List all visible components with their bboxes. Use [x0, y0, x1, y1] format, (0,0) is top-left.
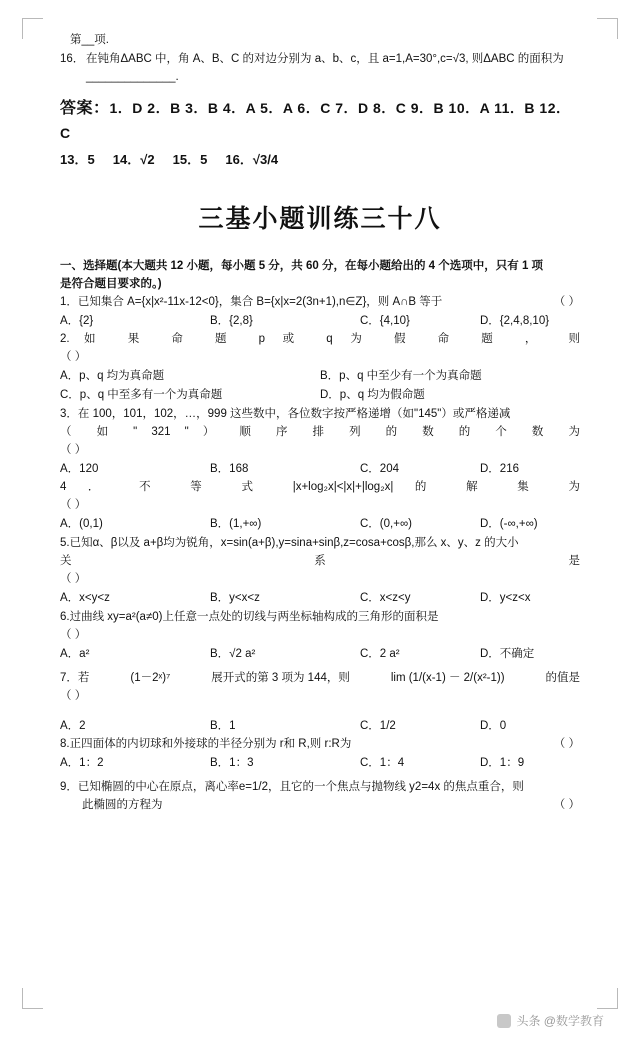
question-1-answer-paren: （ ） [553, 296, 580, 308]
section-heading-1: 一、选择题(本大题共 12 小题，每小题 5 分，共 60 分，在每小题给出的 4 个选项中，只有 1 项 [60, 260, 544, 272]
question-8-stem [60, 735, 580, 753]
option-d[interactable]: D．1：9 [480, 757, 525, 769]
option-d[interactable]: D．0 [480, 720, 507, 732]
question-16 [60, 50, 580, 86]
fragment-top-text: 第__项. [70, 34, 109, 46]
option-a[interactable]: A．(0,1) [60, 518, 103, 530]
option-b[interactable]: B．√2 a² [210, 648, 256, 660]
section-heading-1b: 是符合题目要求的。) [60, 278, 162, 290]
question-5-stem-2: 关 系 是 [60, 555, 580, 567]
option-d[interactable]: D．216 [480, 463, 519, 475]
question-7-text-a: 7．若 [60, 672, 90, 684]
question-9-text-2: 此椭圆的方程为 [82, 799, 163, 811]
watermark [497, 1012, 604, 1029]
question-9-answer-paren: （ ） [553, 799, 580, 811]
option-b[interactable]: B．p、q 中至少有一个为真命题 [320, 370, 482, 382]
question-3-stem: 3．在 100，101，102，…，999 这些数中，各位数字按严格递增（如"145"）或严格递减 [60, 408, 511, 420]
question-3-answer-paren: （ ） [60, 444, 87, 456]
question-5-answer-paren: （ ） [60, 573, 87, 585]
option-b[interactable]: B．(1,+∞) [210, 518, 262, 530]
question-2-options-row1 [60, 367, 580, 385]
answers-list-1: 1．D 2．B 3．B 4．A 5．A 6．C 7．D 8．C 9．B 10．A 11．B 12．C [60, 100, 571, 141]
option-d[interactable]: D．y<z<x [480, 592, 531, 604]
question-16-number: 16． [60, 53, 85, 65]
option-b[interactable]: B．168 [210, 463, 249, 475]
question-4-stem: 4 ． 不 等 式 |x+log₂x|<|x|+|log₂x| 的 解 集 为 [60, 481, 580, 493]
question-7-answer-paren: （ ） [60, 690, 87, 702]
question-6-answer-paren: （ ） [60, 629, 87, 641]
option-c[interactable]: C．(0,+∞) [360, 518, 412, 530]
question-8-options [60, 754, 580, 772]
option-a[interactable]: A．p、q 均为真命题 [60, 370, 165, 382]
question-6-options [60, 645, 580, 663]
crop-mark-bottom-right [597, 988, 618, 1009]
option-b[interactable]: B．1 [210, 720, 236, 732]
question-2-stem: 2.如 果 命 题 p 或 q 为 假 命 题 ， 则 [60, 333, 580, 345]
question-3-options [60, 460, 580, 478]
question-1-stem [60, 293, 580, 311]
crop-mark-top-right [597, 18, 618, 39]
option-c[interactable]: C．204 [360, 463, 399, 475]
question-7-expression-1: (1－2ˣ)⁷ [130, 672, 171, 684]
option-a[interactable]: A．a² [60, 648, 90, 660]
option-a[interactable]: A．x<y<z [60, 592, 110, 604]
option-c[interactable]: C．x<z<y [360, 592, 411, 604]
document-content [60, 32, 580, 814]
option-a[interactable]: A．{2} [60, 315, 94, 327]
option-c[interactable]: C．{4,10} [360, 315, 410, 327]
question-9-stem-2-row [82, 796, 580, 814]
question-2-options-row2 [60, 386, 580, 404]
crop-mark-bottom-left [22, 988, 43, 1009]
question-3-stem-2: （ 如 " 321 " ） 顺 序 排 列 的 数 的 个 数 为 [60, 426, 580, 438]
question-7-expression-2: lim (1/(x-1) － 2/(x²-1)) [390, 672, 505, 684]
question-5-options [60, 589, 580, 607]
option-d[interactable]: D．{2,4,8,10} [480, 315, 550, 327]
question-2-answer-paren: （ ） [60, 351, 87, 363]
option-a[interactable]: A．120 [60, 463, 99, 475]
question-1-options [60, 312, 580, 330]
crop-mark-top-left [22, 18, 43, 39]
question-4-options [60, 515, 580, 533]
question-7-options [60, 717, 580, 735]
question-5-stem: 5.已知α、β以及 a+β均为锐角，x=sin(a+β),y=sina+sinβ,z=cosa+cosβ,那么 x、y、z 的大小 [60, 537, 519, 549]
option-b[interactable]: B．1：3 [210, 757, 254, 769]
answer-14: 14．√2 [112, 152, 155, 167]
answer-15: 15．5 [172, 152, 208, 167]
option-c[interactable]: C．1：4 [360, 757, 405, 769]
option-b[interactable]: B．y<x<z [210, 592, 260, 604]
answer-13: 13．5 [60, 152, 95, 167]
option-a[interactable]: A．2 [60, 720, 86, 732]
question-9-stem: 9．已知椭圆的中心在原点，离心率e=1/2，且它的一个焦点与抛物线 y2=4x 的焦点重合，则 [60, 781, 524, 793]
option-b[interactable]: B．{2,8} [210, 315, 253, 327]
option-a[interactable]: A．1：2 [60, 757, 104, 769]
answers-row-2 [60, 147, 580, 173]
question-16-text: 在钝角ΔABC 中，角 A、B、C 的对边分别为 a、b、c，且 a=1,A=30°,c=√3, 则ΔABC 的面积为______________. [86, 53, 564, 83]
option-c[interactable]: C．p、q 中至多有一个为真命题 [60, 389, 223, 401]
question-7-stem [60, 669, 580, 687]
answers-label: 答案： [60, 100, 110, 117]
question-7-text-e: 的值是 [545, 672, 580, 684]
answer-16: 16．√3/4 [225, 152, 279, 167]
question-1-text: 1．已知集合 A={x|x²-11x-12<0}，集合 B={x|x=2(3n+1),n∈Z}，则 A∩B 等于 [60, 296, 443, 308]
page-title: 三基小题训练三十八 [198, 205, 442, 233]
option-d[interactable]: D．p、q 均为假命题 [320, 389, 425, 401]
option-c[interactable]: C．2 a² [360, 648, 400, 660]
toutiao-logo-icon [497, 1014, 511, 1028]
answers-row-1 [60, 96, 580, 145]
question-7-text-c: 展开式的第 3 项为 144，则 [211, 672, 350, 684]
question-4-answer-paren: （ ） [60, 499, 87, 511]
question-6-stem: 6.过曲线 xy=a²(a≠0)上任意一点处的切线与两坐标轴构成的三角形的面积是 [60, 611, 439, 623]
watermark-text: 头条 @数学教育 [516, 1014, 604, 1028]
option-d[interactable]: D．(-∞,+∞) [480, 518, 538, 530]
option-c[interactable]: C．1/2 [360, 720, 396, 732]
option-d[interactable]: D．不确定 [480, 648, 535, 660]
question-8-text: 8.正四面体的内切球和外接球的半径分别为 r和 R,则 r:R为 [60, 738, 352, 750]
question-8-answer-paren: （ ） [553, 738, 580, 750]
